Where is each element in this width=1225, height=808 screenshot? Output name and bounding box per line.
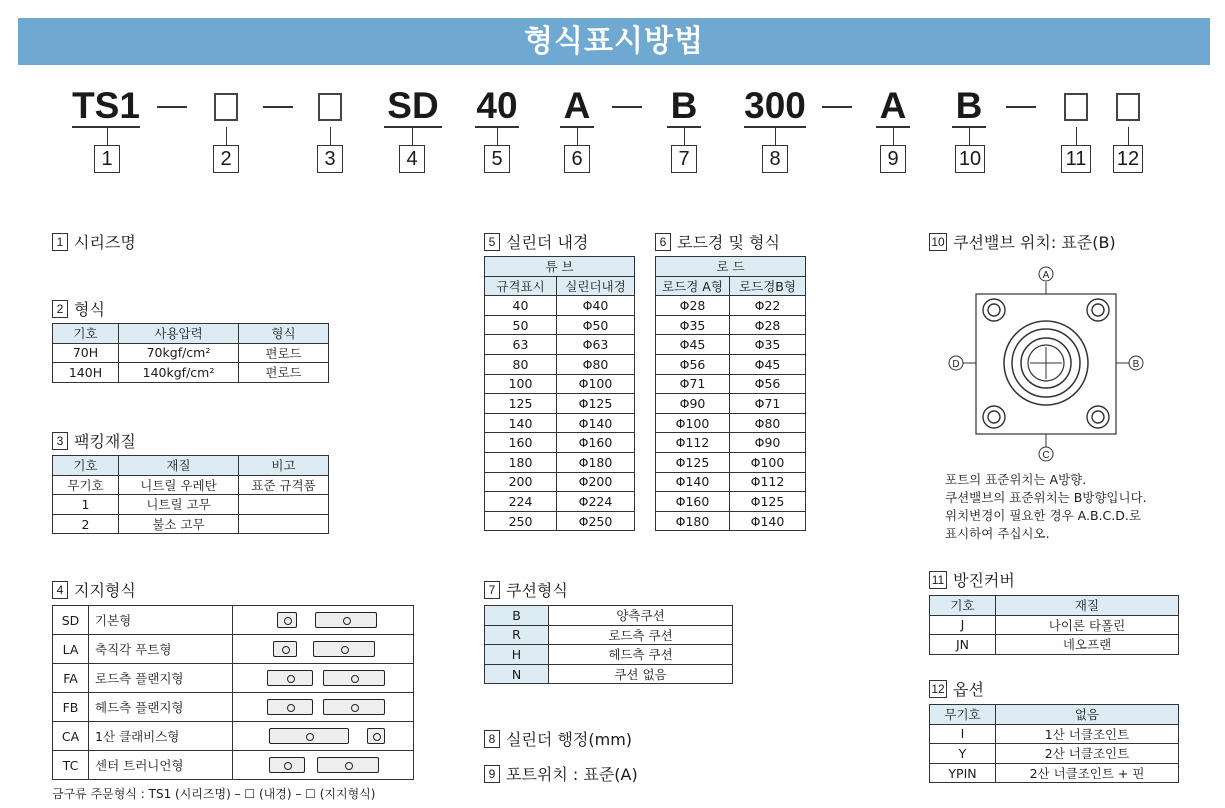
table-cell: Φ80 (557, 354, 635, 374)
table-cell: Φ40 (557, 296, 635, 316)
table-cell: 무기호 (930, 705, 996, 725)
rod-table (655, 256, 806, 531)
table-cell: 실린더내경 (557, 276, 635, 296)
table-header-row (53, 324, 329, 344)
cylinder-side-icon (269, 728, 349, 744)
code-number: 6 (564, 145, 590, 173)
code-number: 11 (1061, 145, 1091, 173)
table-row (656, 452, 806, 472)
table-cell: 기호 (930, 596, 996, 616)
code-number: 12 (1113, 145, 1143, 173)
table-cell: SD (53, 606, 89, 635)
table-cell: Φ56 (656, 354, 730, 374)
code-bore: 40 (476, 85, 518, 126)
table-cell: TC (53, 751, 89, 780)
table-row (656, 374, 806, 394)
table-cell: Φ112 (730, 472, 806, 492)
table-cell: 나이론 타폴린 (996, 615, 1179, 635)
section-option-title: 12 옵션 (929, 677, 984, 700)
table-cell: Y (930, 744, 996, 764)
cylinder-front-icon (273, 641, 297, 657)
table-cell: B (485, 606, 549, 626)
section-series-title: 1 시리즈명 (52, 230, 136, 253)
table-cell: 쿠션 없음 (549, 664, 733, 684)
table-cell: Φ45 (656, 335, 730, 355)
table-cell: 200 (485, 472, 557, 492)
table-cell: 양측쿠션 (549, 606, 733, 626)
table-cell: 2 (53, 514, 119, 534)
table-row (485, 335, 635, 355)
table-header-row (656, 276, 806, 296)
connector-line (1076, 127, 1077, 145)
code-number: 9 (880, 145, 906, 173)
table-cell: 로 드 (656, 257, 806, 277)
code-port: A (876, 88, 910, 128)
connector-line (577, 127, 578, 145)
code-number: 10 (955, 145, 985, 173)
section-number: 10 (929, 233, 947, 251)
table-cell: Φ140 (730, 511, 806, 531)
table-cell: Φ28 (730, 315, 806, 335)
section-number: 1 (52, 233, 68, 251)
cylinder-side-icon (315, 612, 377, 628)
table-cell: LA (53, 635, 89, 664)
table-cell: 1산 클래비스형 (89, 722, 233, 751)
table-row (656, 413, 806, 433)
table-cell: Φ100 (557, 374, 635, 394)
table-row (485, 645, 733, 665)
mount-diagram-cell (233, 606, 414, 635)
section-number: 11 (929, 571, 947, 589)
table-row (485, 472, 635, 492)
table-row (485, 452, 635, 472)
mount-footnote: 금구류 주문형식 : TS1 (시리즈명) – ☐ (내경) – ☐ (지지형식) (52, 787, 376, 801)
table-row (53, 514, 329, 534)
table-cell: 70H (53, 343, 119, 363)
table-row (53, 495, 329, 515)
code-number: 2 (213, 145, 239, 173)
table-row (485, 433, 635, 453)
table-row (656, 433, 806, 453)
type-table (52, 323, 329, 383)
cylinder-front-icon (267, 670, 313, 686)
connector-line (330, 127, 331, 145)
position-label-bottom: C (1042, 450, 1050, 461)
table-cell: 불소 고무 (119, 514, 239, 534)
table-cell: 1 (53, 495, 119, 515)
code-cushion: B (667, 88, 701, 128)
section-mount-title: 4 지지형식 (52, 578, 136, 601)
table-cell: 2산 너클조인트 (996, 744, 1179, 764)
table-row (930, 744, 1179, 764)
table-row (656, 296, 806, 316)
page-title: 형식표시방법 (18, 18, 1210, 65)
table-cell: Φ125 (656, 452, 730, 472)
section-number: 8 (484, 730, 500, 748)
table-cell: Φ56 (730, 374, 806, 394)
table-cell: Φ71 (730, 394, 806, 414)
table-cell: 70kgf/cm² (119, 343, 239, 363)
table-cell: 축직각 푸트형 (89, 635, 233, 664)
cushion-table (484, 605, 733, 684)
bore-table (484, 256, 635, 531)
code-mount: SD (384, 88, 442, 128)
table-cell: 125 (485, 394, 557, 414)
table-cell: Φ71 (656, 374, 730, 394)
table-cell: 기호 (53, 456, 119, 476)
table-cell: Φ100 (730, 452, 806, 472)
position-label-right: B (1132, 359, 1140, 370)
section-number: 7 (484, 581, 500, 599)
table-cell: 네오프랜 (996, 635, 1179, 655)
table-header-row (485, 276, 635, 296)
section-number: 12 (929, 680, 947, 698)
table-cell: I (930, 724, 996, 744)
table-cell: 80 (485, 354, 557, 374)
cylinder-front-icon (367, 728, 385, 744)
section-number: 5 (484, 233, 500, 251)
table-cell: Φ180 (557, 452, 635, 472)
code-dash (1006, 106, 1036, 108)
cylinder-front-icon (267, 699, 313, 715)
valve-position-diagram (940, 262, 1155, 467)
section-type-title: 2 형식 (52, 297, 105, 320)
mount-diagram-cell (233, 635, 414, 664)
table-cell: FA (53, 664, 89, 693)
section-cover-title: 11 방진커버 (929, 568, 1015, 591)
section-number: 3 (52, 432, 68, 450)
table-cell: 없음 (996, 705, 1179, 725)
code-number: 5 (484, 145, 510, 173)
table-row (930, 635, 1179, 655)
table-cell: 재질 (996, 596, 1179, 616)
table-cell: 헤드측 플랜지형 (89, 693, 233, 722)
table-cell: 재질 (119, 456, 239, 476)
code-rod: A (560, 88, 594, 128)
cylinder-side-icon (323, 699, 385, 715)
table-cell: 100 (485, 374, 557, 394)
table-cell: 160 (485, 433, 557, 453)
table-cell: 기호 (53, 324, 119, 344)
code-dash (157, 106, 187, 108)
table-cell: Φ125 (557, 394, 635, 414)
table-cell: Φ45 (730, 354, 806, 374)
valve-note: 포트의 표준위치는 A방향. 쿠션밸브의 표준위치는 B방향입니다. 위치변경이 필요한 경우 A.B.C.D.로 표시하여 주십시오. (945, 472, 1147, 541)
table-cell: 편로드 (239, 363, 329, 383)
table-cell: 50 (485, 315, 557, 335)
table-row (485, 511, 635, 531)
table-row (656, 394, 806, 414)
mount-diagram-cell (233, 664, 414, 693)
mount-table (52, 605, 414, 780)
table-row (53, 722, 414, 751)
table-cell: Φ28 (656, 296, 730, 316)
table-row (485, 354, 635, 374)
table-cell: Φ224 (557, 492, 635, 512)
cylinder-front-icon (269, 757, 305, 773)
table-cell: 형식 (239, 324, 329, 344)
section-packing-title: 3 팩킹재질 (52, 429, 136, 452)
table-cell: Φ140 (557, 413, 635, 433)
connector-line (226, 127, 227, 145)
section-port-title: 9 포트위치 : 표준(A) (484, 762, 638, 785)
table-cell: 편로드 (239, 343, 329, 363)
table-cell: 로드경B형 (730, 276, 806, 296)
table-row (53, 606, 414, 635)
mount-diagram-cell (233, 693, 414, 722)
table-row (656, 511, 806, 531)
code-placeholder-box (1064, 93, 1088, 121)
table-cell: 규격표시 (485, 276, 557, 296)
table-cell: YPIN (930, 763, 996, 783)
code-number: 8 (762, 145, 788, 173)
table-header-row (930, 596, 1179, 616)
connector-line (775, 127, 776, 145)
table-cell: Φ140 (656, 472, 730, 492)
section-bore-title: 5 실린더 내경 (484, 230, 588, 253)
section-number: 9 (484, 765, 500, 783)
code-dash (263, 106, 293, 108)
table-cell: Φ160 (656, 492, 730, 512)
code-number: 3 (317, 145, 343, 173)
connector-line (107, 127, 108, 145)
table-row (930, 615, 1179, 635)
section-number: 2 (52, 300, 68, 318)
table-cell: 튜 브 (485, 257, 635, 277)
table-cell: Φ35 (730, 335, 806, 355)
table-cell: 로드측 플랜지형 (89, 664, 233, 693)
table-cell: 사용압력 (119, 324, 239, 344)
table-cell: JN (930, 635, 996, 655)
table-cell: Φ200 (557, 472, 635, 492)
table-cell: J (930, 615, 996, 635)
table-cell: 40 (485, 296, 557, 316)
table-cell: 표준 규격품 (239, 475, 329, 495)
table-cell: Φ160 (557, 433, 635, 453)
section-stroke-title: 8 실린더 행정(mm) (484, 727, 632, 750)
table-row (485, 296, 635, 316)
table-row (656, 472, 806, 492)
table-cell: 기본형 (89, 606, 233, 635)
table-cell: 2산 너클조인트 + 핀 (996, 763, 1179, 783)
code-series: TS1 (72, 85, 140, 126)
table-row (53, 363, 329, 383)
table-header-row (930, 705, 1179, 725)
code-valve: B (952, 88, 986, 128)
table-row (53, 693, 414, 722)
table-cell: H (485, 645, 549, 665)
table-group-row (656, 257, 806, 277)
table-row (485, 413, 635, 433)
code-placeholder-box (214, 93, 238, 121)
table-cell: 250 (485, 511, 557, 531)
table-row (53, 751, 414, 780)
section-number: 4 (52, 581, 68, 599)
table-cell: Φ90 (656, 394, 730, 414)
section-number: 6 (655, 233, 671, 251)
table-group-row (485, 257, 635, 277)
table-row (485, 315, 635, 335)
table-cell: 140kgf/cm² (119, 363, 239, 383)
option-table (929, 704, 1179, 783)
connector-line (412, 127, 413, 145)
table-cell: Φ180 (656, 511, 730, 531)
table-row (656, 354, 806, 374)
code-dash (612, 106, 642, 108)
code-dash (822, 106, 852, 108)
table-cell: Φ112 (656, 433, 730, 453)
code-number: 7 (671, 145, 697, 173)
table-cell: Φ80 (730, 413, 806, 433)
table-row (930, 763, 1179, 783)
table-cell: Φ125 (730, 492, 806, 512)
cover-table (929, 595, 1179, 655)
table-cell: Φ90 (730, 433, 806, 453)
table-cell: 로드경 A형 (656, 276, 730, 296)
table-row (656, 335, 806, 355)
table-cell: 180 (485, 452, 557, 472)
table-cell: N (485, 664, 549, 684)
table-cell: Φ35 (656, 315, 730, 335)
connector-line (497, 127, 498, 145)
table-cell: Φ22 (730, 296, 806, 316)
table-cell (239, 495, 329, 515)
cylinder-front-icon (277, 612, 297, 628)
packing-table (52, 455, 329, 534)
table-row (53, 475, 329, 495)
code-placeholder-box (318, 93, 342, 121)
table-cell: 63 (485, 335, 557, 355)
table-row (485, 664, 733, 684)
table-cell: 로드측 쿠션 (549, 625, 733, 645)
table-cell (239, 514, 329, 534)
mount-diagram-cell (233, 751, 414, 780)
table-header-row (53, 456, 329, 476)
table-row (53, 635, 414, 664)
table-cell: 무기호 (53, 475, 119, 495)
table-cell: 니트릴 우레탄 (119, 475, 239, 495)
table-cell: 140 (485, 413, 557, 433)
cylinder-side-icon (313, 641, 375, 657)
table-cell: Φ100 (656, 413, 730, 433)
table-cell: 센터 트러니언형 (89, 751, 233, 780)
connector-line (969, 127, 970, 145)
code-number: 4 (399, 145, 425, 173)
connector-line (1128, 127, 1129, 145)
table-cell: 224 (485, 492, 557, 512)
section-rod-title: 6 로드경 및 형식 (655, 230, 780, 253)
table-cell: CA (53, 722, 89, 751)
connector-line (893, 127, 894, 145)
table-cell: Φ63 (557, 335, 635, 355)
position-label-top: A (1042, 270, 1050, 281)
cylinder-side-icon (323, 670, 385, 686)
mount-diagram-cell (233, 722, 414, 751)
section-valve-title: 10 쿠션밸브 위치: 표준(B) (929, 230, 1116, 253)
table-row (485, 492, 635, 512)
table-row (656, 492, 806, 512)
table-row (53, 343, 329, 363)
table-cell: FB (53, 693, 89, 722)
position-label-left: D (952, 359, 960, 370)
code-stroke: 300 (744, 85, 806, 126)
table-cell: 1산 너클조인트 (996, 724, 1179, 744)
table-cell: 140H (53, 363, 119, 383)
table-cell: Φ250 (557, 511, 635, 531)
section-cushion-title: 7 쿠션형식 (484, 578, 568, 601)
table-cell: Φ50 (557, 315, 635, 335)
table-cell: 헤드측 쿠션 (549, 645, 733, 665)
table-row (656, 315, 806, 335)
table-row (930, 724, 1179, 744)
table-cell: 비고 (239, 456, 329, 476)
code-number: 1 (94, 145, 120, 173)
table-row (53, 664, 414, 693)
table-row (485, 606, 733, 626)
table-cell: R (485, 625, 549, 645)
table-cell: 니트릴 고무 (119, 495, 239, 515)
code-placeholder-box (1116, 93, 1140, 121)
connector-line (684, 127, 685, 145)
table-row (485, 394, 635, 414)
table-row (485, 625, 733, 645)
cylinder-side-icon (317, 757, 379, 773)
table-row (485, 374, 635, 394)
